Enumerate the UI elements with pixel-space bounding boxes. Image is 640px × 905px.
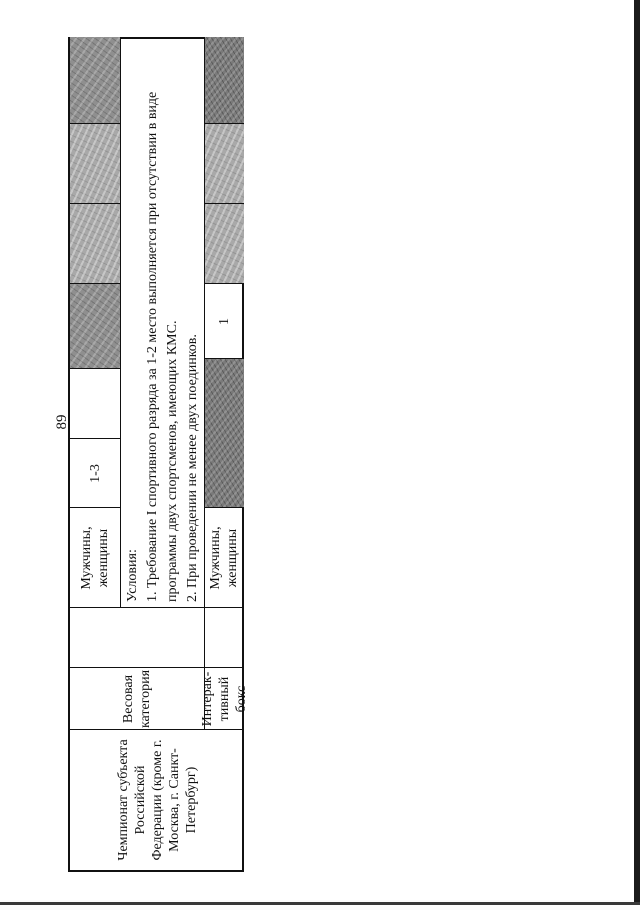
standards-table <box>68 37 249 872</box>
weight-category-cell: Весовая категория <box>121 669 153 729</box>
conditions-heading: Условия: <box>125 549 140 602</box>
rotated-page-content <box>54 37 249 872</box>
column-divider <box>204 203 244 204</box>
shaded-cell <box>204 359 244 508</box>
row-divider <box>204 37 205 730</box>
shaded-cell <box>70 37 120 124</box>
shaded-cell <box>70 369 120 439</box>
shaded-cell <box>204 204 244 284</box>
shaded-cell <box>70 284 120 369</box>
page-number: 89 <box>54 414 70 430</box>
conditions-note <box>120 35 204 608</box>
column-divider <box>70 203 120 204</box>
event-name-cell: Чемпионат субъекта Российской Федерации (кроме г. Москва, г. Санкт-Петербург) <box>115 739 199 861</box>
scan-edge-right <box>634 0 640 905</box>
column-divider <box>70 283 120 284</box>
column-divider <box>70 368 120 369</box>
condition-item-1-line-2: программы двух спортсменов, имеющих КМС. <box>165 320 180 602</box>
condition-item-2: 2. При проведении не менее двух поединков. <box>185 334 200 602</box>
interactive-boxing-cell: Интерак-тивный бокс <box>199 671 249 727</box>
shaded-cell <box>70 124 120 204</box>
shaded-cell <box>70 204 120 284</box>
gender-cell-2: Мужчины, женщины <box>208 526 240 590</box>
column-divider <box>204 123 244 124</box>
places-cell-1: 1-3 <box>87 464 103 483</box>
condition-item-1-line-1: 1. Требование I спортивного разряда за 1-2 место выполняется при отсутствии в виде <box>145 91 160 602</box>
shaded-cell <box>204 124 244 204</box>
column-divider <box>70 123 120 124</box>
shaded-cell <box>204 37 244 124</box>
gender-cell-1: Мужчины, женщины <box>79 526 111 590</box>
places-cell-2: 1 <box>216 318 232 325</box>
